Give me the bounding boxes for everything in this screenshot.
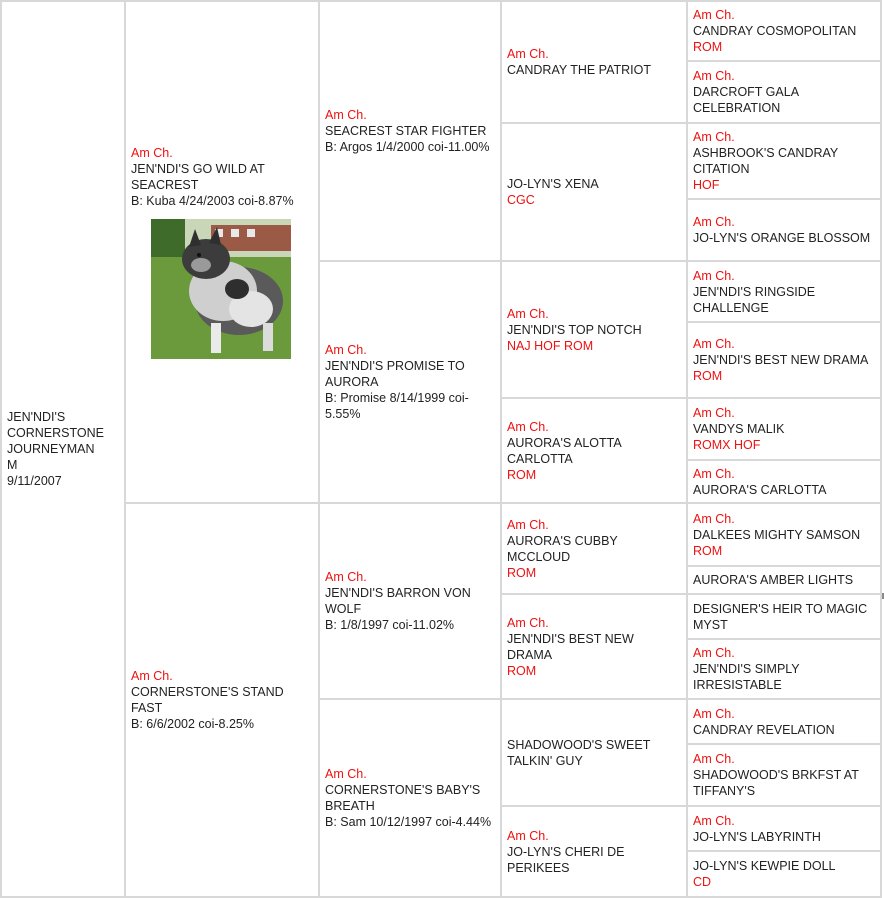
ancestor-name: CANDRAY THE PATRIOT <box>507 63 652 77</box>
ancestor-name: JO-LYN'S LABYRINTH <box>693 829 821 844</box>
ancestor-name: JO-LYN'S ORANGE BLOSSOM <box>693 231 871 245</box>
gen4-cell <box>500 260 688 399</box>
dam-info: B: 6/6/2002 coi-8.25% <box>131 717 254 731</box>
ancestor-title: Am Ch. <box>507 615 549 630</box>
ancestor-title: Am Ch. <box>507 828 549 843</box>
ancestor-title: Am Ch. <box>507 47 549 61</box>
ancestor-name: JEN'NDI'S BARRON VON WOLF <box>325 586 471 616</box>
ancestor-title: Am Ch. <box>693 466 735 481</box>
ancestor-honors: ROM <box>693 40 723 54</box>
ancestor-title: Am Ch. <box>693 511 735 526</box>
gen5-cell <box>686 698 882 745</box>
ancestor-title: Am Ch. <box>693 406 735 420</box>
ancestor-title: Am Ch. <box>693 752 735 766</box>
subject-sex: M <box>7 458 18 472</box>
ancestor-name: VANDYS MALIK <box>693 422 785 436</box>
ancestor-title: Am Ch. <box>325 343 367 357</box>
ancestor-honors: CD <box>693 875 712 889</box>
ancestor-name: SHADOWOOD'S SWEET TALKIN' GUY <box>507 737 651 768</box>
gen5-cell <box>686 459 882 504</box>
ancestor-info: B: 1/8/1997 coi-11.02% <box>325 618 455 632</box>
ancestor-title: Am Ch. <box>693 813 735 828</box>
ancestor-name: DARCROFT GALA CELEBRATION <box>693 85 799 115</box>
ancestor-name: JO-LYN'S XENA <box>507 177 599 191</box>
gen5-cell <box>686 60 882 124</box>
gen3-cell <box>318 0 502 262</box>
ancestor-name: JO-LYN'S KEWPIE DOLL <box>693 859 836 873</box>
ancestor-name: JO-LYN'S CHERI DE PERIKEES <box>507 844 625 875</box>
ancestor-honors: ROM <box>507 467 537 482</box>
pedigree-subject-cell <box>0 0 126 898</box>
gen5-cell <box>686 260 882 323</box>
ancestor-name: CANDRAY REVELATION <box>693 722 835 737</box>
ancestor-name: DALKEES MIGHTY SAMSON <box>693 527 861 542</box>
ancestor-name: AURORA'S CARLOTTA <box>693 482 827 497</box>
ancestor-title: Am Ch. <box>693 646 735 660</box>
subject-dob: 9/11/2007 <box>7 474 62 488</box>
gen3-cell <box>318 260 502 504</box>
sire-title: Am Ch. <box>131 146 173 160</box>
ancestor-name: AURORA'S AMBER LIGHTS <box>693 573 854 587</box>
gen5-cell <box>686 593 882 640</box>
gen5-cell <box>686 397 882 461</box>
gen4-cell <box>500 698 688 807</box>
ancestor-title: Am Ch. <box>693 130 735 144</box>
gen4-cell <box>500 502 688 595</box>
gen5-cell <box>686 743 882 807</box>
dog-photo-image <box>151 219 291 359</box>
ancestor-name: AURORA'S ALOTTA CARLOTTA <box>507 435 621 466</box>
ancestor-honors: ROM <box>507 565 537 580</box>
gen5-cell <box>686 638 882 700</box>
gen4-cell <box>500 122 688 262</box>
ancestor-honors: ROMX HOF <box>693 438 761 452</box>
ancestor-name: SHADOWOOD'S BRKFST AT TIFFANY'S <box>693 768 859 798</box>
ancestor-title: Am Ch. <box>325 570 367 584</box>
ancestor-honors: CGC <box>507 193 535 207</box>
gen4-cell <box>500 805 688 898</box>
ancestor-title: Am Ch. <box>325 108 367 122</box>
gen3-cell <box>318 698 502 898</box>
gen4-cell <box>500 593 688 700</box>
ancestor-honors: ROM <box>507 663 537 678</box>
ancestor-info: B: Sam 10/12/1997 coi-4.44% <box>325 815 492 829</box>
ancestor-name: JEN'NDI'S TOP NOTCH <box>507 322 642 337</box>
dam-name: CORNERSTONE'S STAND FAST <box>131 685 284 715</box>
ancestor-name: JEN'NDI'S BEST NEW DRAMA <box>507 631 634 662</box>
gen5-cell <box>686 0 882 62</box>
ancestor-name: JEN'NDI'S RINGSIDE CHALLENGE <box>693 284 816 315</box>
ancestor-honors: NAJ HOF ROM <box>507 338 594 353</box>
gen5-cell <box>686 502 882 567</box>
ancestor-name: CANDRAY COSMOPOLITAN <box>693 24 857 38</box>
ancestor-title: Am Ch. <box>507 517 549 532</box>
ancestor-title: Am Ch. <box>693 69 735 83</box>
ancestor-name: CORNERSTONE'S BABY'S BREATH <box>325 783 481 813</box>
gen5-cell <box>686 565 882 595</box>
ancestor-name: JEN'NDI'S PROMISE TO AURORA <box>325 359 465 389</box>
sire-name: JEN'NDI'S GO WILD AT SEACREST <box>131 162 265 192</box>
ancestor-name: JEN'NDI'S SIMPLY IRRESISTABLE <box>693 662 800 692</box>
gen5-cell <box>686 805 882 852</box>
ancestor-info: B: Argos 1/4/2000 coi-11.00% <box>325 140 490 154</box>
ancestor-title: Am Ch. <box>693 8 735 22</box>
ancestor-title: Am Ch. <box>507 419 549 434</box>
ancestor-honors: ROM <box>693 369 723 383</box>
gen4-cell <box>500 397 688 504</box>
ancestor-honors: ROM <box>693 543 723 558</box>
gen5-cell <box>686 198 882 262</box>
ancestor-title: Am Ch. <box>693 337 735 351</box>
gen5-cell <box>686 850 882 898</box>
ancestor-name: DESIGNER'S HEIR TO MAGIC MYST <box>693 601 868 632</box>
ancestor-title: Am Ch. <box>507 306 549 321</box>
gen3-cell <box>318 502 502 700</box>
ancestor-title: Am Ch. <box>693 215 735 229</box>
ancestor-name: SEACREST STAR FIGHTER <box>325 124 487 138</box>
ancestor-title: Am Ch. <box>325 767 367 781</box>
ancestor-title: Am Ch. <box>693 706 735 721</box>
sire-photo[interactable] <box>151 219 291 359</box>
gen5-cell <box>686 122 882 200</box>
ancestor-name: AURORA'S CUBBY MCCLOUD <box>507 533 618 564</box>
dam-title: Am Ch. <box>131 669 173 683</box>
sire-info: B: Kuba 4/24/2003 coi-8.87% <box>131 194 294 208</box>
ancestor-honors: HOF <box>693 178 720 192</box>
gen5-cell <box>686 321 882 399</box>
ancestor-name: ASHBROOK'S CANDRAY CITATION <box>693 146 839 176</box>
sire-cell <box>124 0 320 504</box>
subject-name: JEN'NDI'S CORNERSTONE JOURNEYMAN <box>7 410 105 456</box>
ancestor-title: Am Ch. <box>693 268 735 283</box>
ancestor-info: B: Promise 8/14/1999 coi-5.55% <box>325 391 469 421</box>
dam-cell <box>124 502 320 898</box>
ancestor-name: JEN'NDI'S BEST NEW DRAMA <box>693 353 869 367</box>
gen4-cell <box>500 0 688 124</box>
